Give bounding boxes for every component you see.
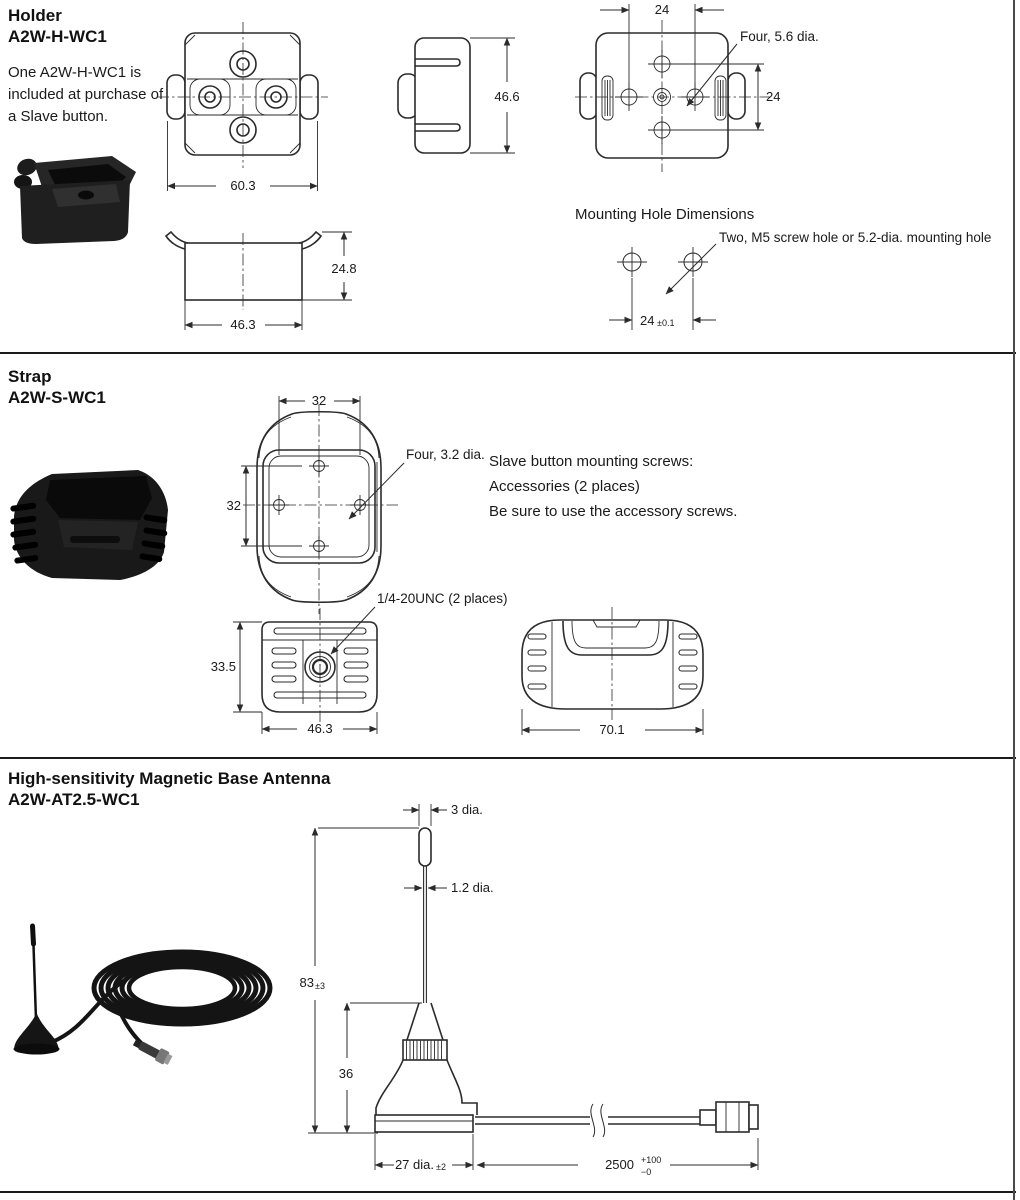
antenna-title: High-sensitivity Magnetic Base Antenna (8, 769, 331, 788)
strap-bottom-view (211, 591, 508, 736)
dim-strap-bottom-height: 33.5 (210, 659, 236, 674)
dim-rod-dia: 1.2 dia. (451, 880, 494, 895)
dim-strap-bottom-width: 46.3 (307, 721, 333, 736)
dim-base-dia: 27 dia. (394, 1157, 434, 1172)
antenna-photo (14, 926, 271, 1067)
strap-drawings (0, 352, 1020, 753)
strap-thread-label: 1/4-20UNC (2 places) (377, 591, 508, 606)
holder-rear-view (575, 2, 819, 172)
bottom-rule (0, 1191, 1016, 1193)
holder-front-view (157, 22, 328, 193)
antenna-drawing (300, 802, 758, 1177)
rear-hole-label: Four, 5.6 dia. (740, 29, 819, 44)
strap-side-view (522, 607, 703, 737)
strap-screw-note-line3: Be sure to use the accessory screws. (489, 503, 738, 520)
dim-cable-tol-minus: −0 (641, 1167, 652, 1177)
dim-mounting-pitch: 24 (640, 313, 655, 328)
mounting-hole-label: Two, M5 screw hole or 5.2-dia. mounting hole (719, 230, 992, 245)
dim-base-dia-tol: ±2 (436, 1162, 446, 1172)
mounting-hole-drawing (609, 230, 991, 330)
strap-top-view (227, 393, 485, 614)
dim-rear-pitch-h: 24 (654, 2, 670, 17)
strap-hole-label: Four, 3.2 dia. (406, 447, 485, 462)
dim-strap-pitch-h: 32 (311, 393, 327, 408)
strap-title: Strap (8, 367, 52, 386)
dim-cable-tol-plus: +100 (641, 1155, 662, 1165)
dim-bottom-width: 46.3 (230, 317, 256, 332)
page-edge-line (1013, 0, 1015, 1200)
dim-front-width: 60.3 (230, 178, 256, 193)
strap-photo (10, 470, 168, 580)
holder-drawings (0, 0, 1020, 352)
dim-mounting-tol: ±0.1 (657, 318, 675, 328)
dim-tip-dia: 3 dia. (451, 802, 483, 817)
holder-model: A2W-H-WC1 (8, 27, 107, 46)
holder-photo (14, 156, 136, 244)
dim-strap-pitch-v: 32 (226, 498, 241, 513)
antenna-drawings (0, 753, 1020, 1200)
holder-side-view (398, 38, 520, 153)
dim-base-height: 36 (338, 1066, 354, 1081)
dim-rear-pitch-v: 24 (766, 89, 781, 104)
holder-bottom-view (166, 232, 357, 332)
dim-side-height: 46.6 (494, 89, 520, 104)
dim-total-height-tol: ±3 (315, 981, 325, 991)
strap-screw-note-line2: Accessories (2 places) (489, 478, 640, 495)
strap-screw-note-line1: Slave button mounting screws: (489, 453, 694, 470)
dim-cable-length: 2500 (605, 1157, 634, 1172)
holder-note: One A2W-H-WC1 is included at purchase of a Slave button. (8, 64, 164, 125)
holder-title: Holder (8, 6, 62, 25)
dim-strap-side-width: 70.1 (599, 722, 625, 737)
strap-model: A2W-S-WC1 (8, 388, 106, 407)
dim-bottom-height: 24.8 (331, 261, 357, 276)
dim-total-height: 83 (299, 975, 314, 990)
mounting-hole-dims-title: Mounting Hole Dimensions (575, 206, 755, 223)
antenna-model: A2W-AT2.5-WC1 (8, 790, 140, 809)
